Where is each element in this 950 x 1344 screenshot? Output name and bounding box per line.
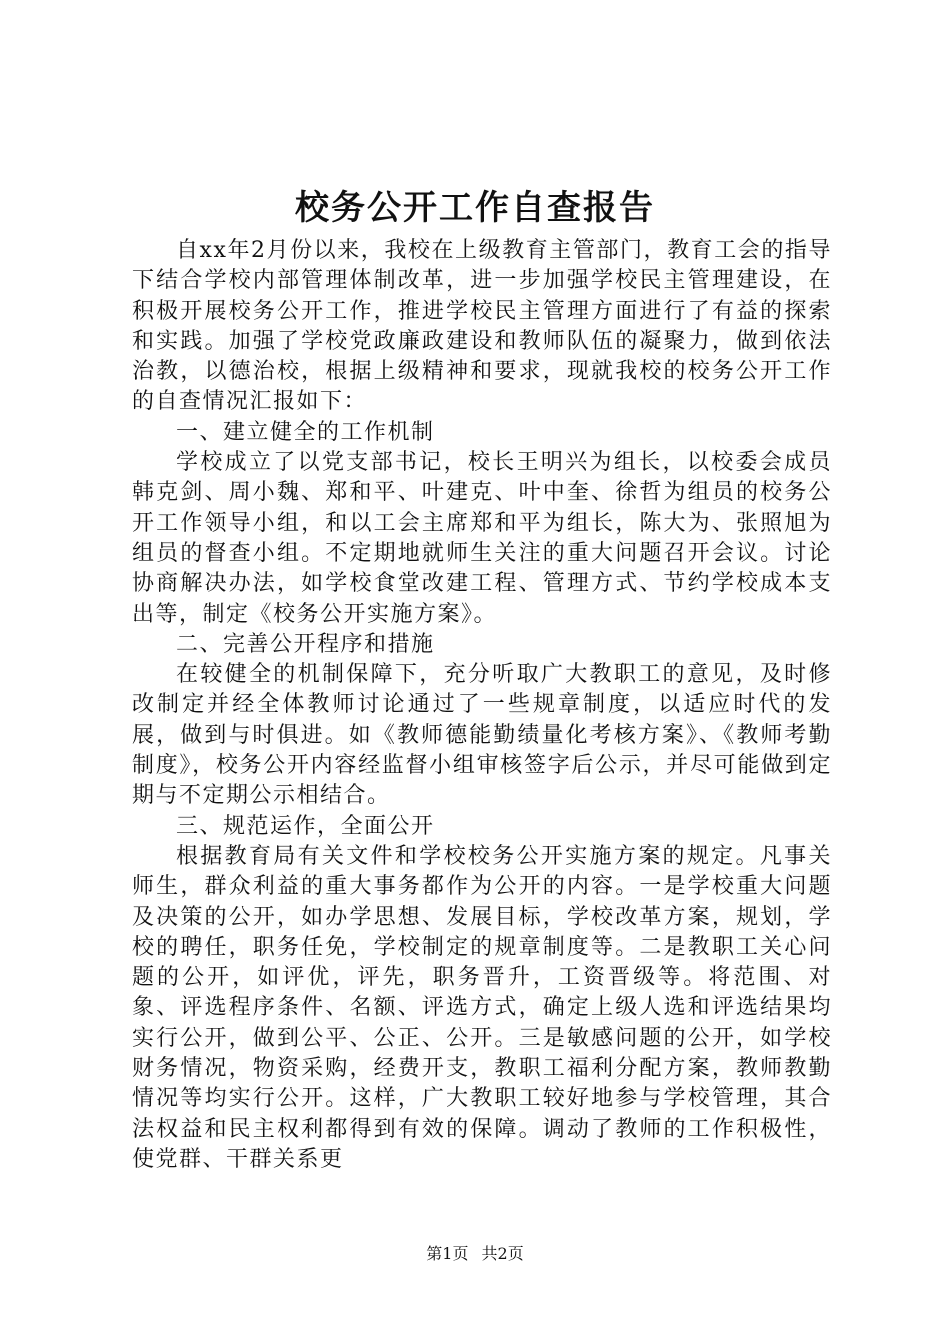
- body-paragraph: 自xx年2月份以来，我校在上级教育主管部门，教育工会的指导下结合学校内部管理体制改革，进一步加强学校民主管理建设，在积极开展校务公开工作，推进学校民主管理方面进行了有益的探索和实践。加强了学校党政廉政建设和教师队伍的凝聚力，做到依法治教，以德治校，根据上级精神和要求，现就我校的校务公开工作的自查情况汇报如下：: [132, 238, 832, 415]
- document-body: [132, 236, 832, 1175]
- page-total: 共2页: [481, 1244, 524, 1263]
- body-paragraph: 在较健全的机制保障下，充分听取广大教职工的意见，及时修改制定并经全体教师讨论通过了一些规章制度，以适应时代的发展，做到与时俱进。如《教师德能勤绩量化考核方案》、《教师考勤制度》，校务公开内容经监督小组审核签字后公示，并尽可能做到定期与不定期公示相结合。: [132, 662, 832, 809]
- document-title: 校务公开工作自查报告: [295, 188, 655, 228]
- body-paragraph: 根据教育局有关文件和学校校务公开实施方案的规定。凡事关师生，群众利益的重大事务都作为公开的内容。一是学校重大问题及决策的公开，如办学思想、发展目标，学校改革方案，规划，学校的聘任，职务任免，学校制定的规章制度等。二是教职工关心问题的公开，如评优，评先，职务晋升，工资晋级等。将范围、对象、评选程序条件、名额、评选方式，确定上级人选和评选结果均实行公开，做到公平、公正、公开。三是敏感问题的公开，如学校财务情况，物资采购，经费开支，教职工福利分配方案，教师教勤情况等均实行公开。这样，广大教职工较好地参与学校管理，其合法权益和民主权利都得到有效的保障。调动了教师的工作积极性，使党群、干群关系更: [132, 843, 832, 1172]
- section-heading: 三、规范运作，全面公开: [176, 813, 435, 839]
- section-heading: 二、完善公开程序和措施: [176, 631, 435, 657]
- page-number: 第1页: [426, 1244, 469, 1263]
- section-heading: 一、建立健全的工作机制: [176, 419, 435, 445]
- body-paragraph: 学校成立了以党支部书记，校长王明兴为组长，以校委会成员韩克剑、周小魏、郑和平、叶建克、叶中奎、徐哲为组员的校务公开工作领导小组，和以工会主席郑和平为组长，陈大为、张照旭为组员的督查小组。不定期地就师生关注的重大问题召开会议。讨论协商解决办法，如学校食堂改建工程、管理方式、节约学校成本支出等，制定《校务公开实施方案》。: [132, 450, 832, 627]
- page-footer: [0, 1242, 950, 1266]
